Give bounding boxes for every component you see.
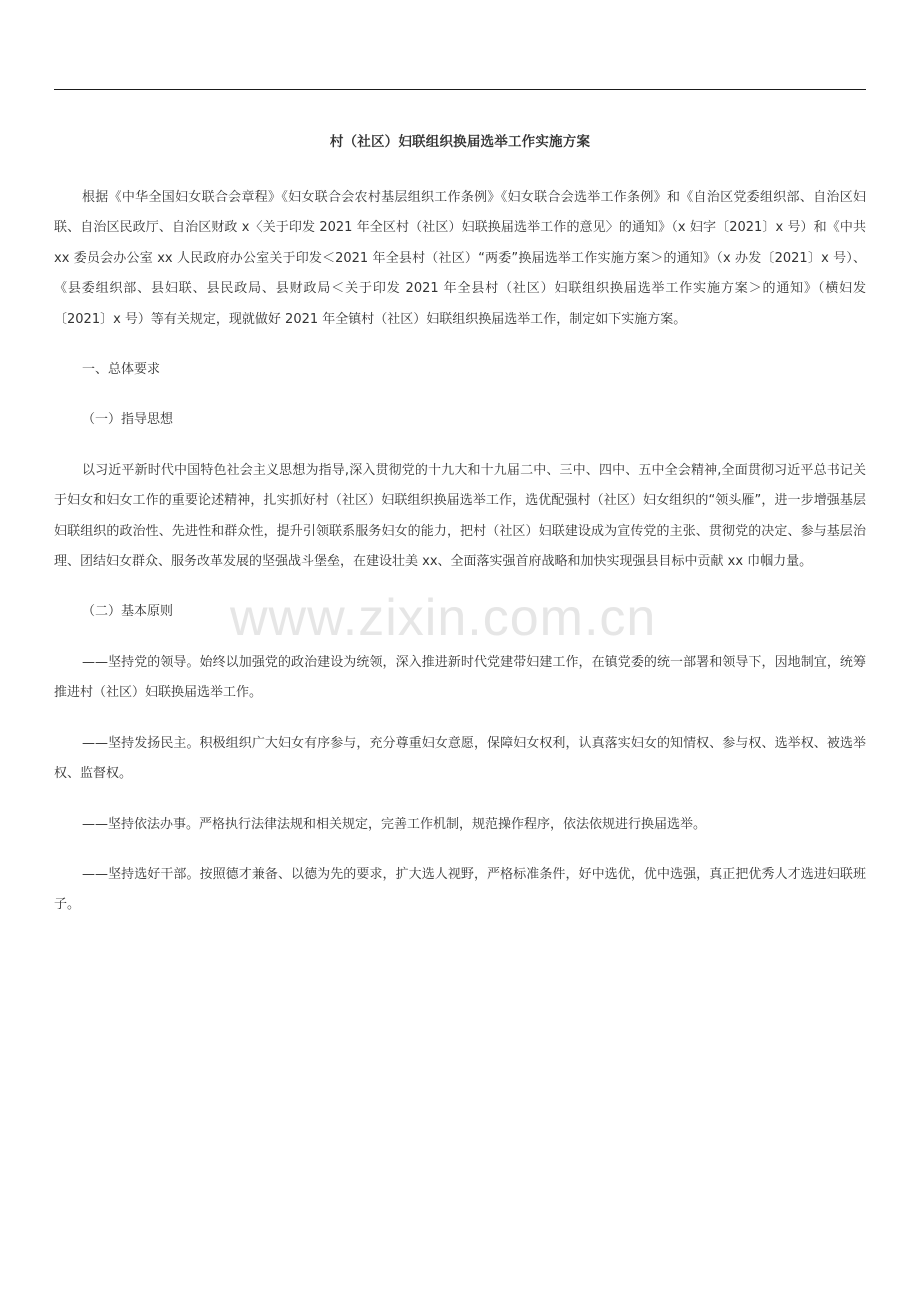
subsection-heading-guiding-ideology: （一）指导思想	[82, 412, 174, 428]
principle-paragraph: ——坚持党的领导。始终以加强党的政治建设为统领，深入推进新时代党建带妇建工作，在镇党委的统一部署和领导下，因地制宜，统筹推进村（社区）妇联换届选举工作。	[54, 654, 866, 701]
principle-paragraph: ——坚持选好干部。按照德才兼备、以德为先的要求，扩大选人视野，严格标准条件，好中选优，优中选强，真正把优秀人才选进妇联班子。	[54, 866, 866, 913]
document-body	[54, 183, 866, 921]
principle-paragraph: ——坚持发扬民主。积极组织广大妇女有序参与，充分尊重妇女意愿，保障妇女权利，认真落实妇女的知情权、参与权、选举权、被选举权、监督权。	[54, 735, 866, 782]
watermark: www.zixin.com.cn	[230, 589, 657, 647]
subsection-heading-basic-principles: （二）基本原则	[82, 604, 174, 620]
section-heading-general-requirements: 一、总体要求	[82, 362, 161, 378]
intro-paragraph: 根据《中华全国妇女联合会章程》《妇女联合会农村基层组织工作条例》《妇女联合会选举工作条例》和《自治区党委组织部、自治区妇联、自治区民政厅、自治区财政 x〈关于印发 2021 年全区村（社区）妇联换届选举工作的意见〉的通知》（x 妇字〔2021〕x 号）和《中共 xx 委员会办公室 xx 人民政府办公室关于印发＜2021 年全县村（社区）“两委”换届选举工作实施方案＞的通知》（x 办发〔2021〕x 号）、《县委组织部、县妇联、县民政局、县财政局＜关于印发 2021 年全县村（社区）妇联组织换届选举工作实施方案＞的通知》（横妇发〔2021〕x 号）等有关规定，现就做好 2021 年全镇村（社区）妇联组织换届选举工作，制定如下实施方案。	[54, 190, 866, 327]
guiding-ideology-paragraph: 以习近平新时代中国特色社会主义思想为指导,深入贯彻党的十九大和十九届二中、三中、四中、五中全会精神,全面贯彻习近平总书记关于妇女和妇女工作的重要论述精神，扎实抓好村（社区）妇联组织换届选举工作，选优配强村（社区）妇女组织的“领头雁”，进一步增强基层妇联组织的政治性、先进性和群众性，提升引领联系服务妇女的能力，把村（社区）妇联建设成为宣传党的主张、贯彻党的决定、参与基层治理、团结妇女群众、服务改革发展的坚强战斗堡垒，在建设壮美 xx、全面落实强首府战略和加快实现强县目标中贡献 xx 巾帼力量。	[54, 462, 866, 570]
document-title: 村（社区）妇联组织换届选举工作实施方案	[329, 134, 591, 150]
header-rule	[54, 89, 866, 90]
principle-paragraph: ——坚持依法办事。严格执行法律法规和相关规定，完善工作机制，规范操作程序，依法依规进行换届选举。	[82, 816, 707, 832]
